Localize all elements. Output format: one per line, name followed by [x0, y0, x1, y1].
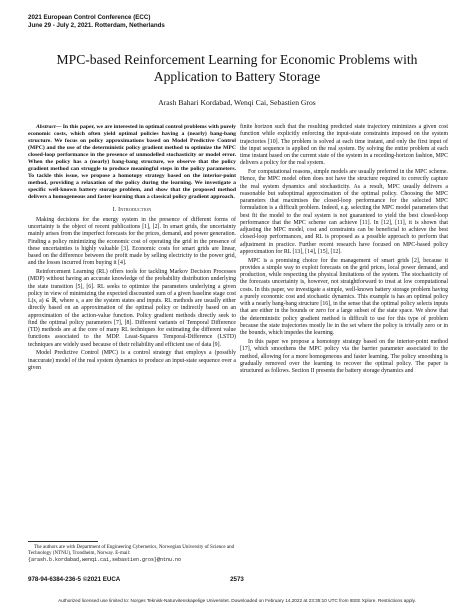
footnote-rule	[28, 541, 98, 542]
paper-title	[30, 52, 444, 85]
author-list: Arash Bahari Kordabad, Wenqi Cai, Sebastien Gros	[158, 98, 316, 107]
paragraph: MPC is a promising choice for the management of smart grids [2], because it provides a simple way to exploit forecasts on the grid prices, local power demand, and production, while respecting the physical limitations of the system. The stochasticity of the forecasts uncertainty is, however, not straightforward to treat at low computational costs. In this paper, we investigate a simple, well-known battery storage problem having a purely economic cost and stochastic dynamics. This example is has an optimal policy with a nearly bang-bang structure [16], in the sense that the optimal policy selects inputs that are either in the bounds or zero for a large subset of the state space. We show that the deterministic policy gradient method is difficult to use for this type of problem because the state trajectories mostly lie in the set where the policy is trivially zero or in the bounds, which impedes the learning.	[240, 257, 448, 337]
page-number: 2573	[230, 576, 244, 583]
paragraph: Reinforcement Learning (RL) offers tools for tackling Markov Decision Processes (MDP) without having an accurate knowledge of the probability distribution underlying the state transition [5], [6]. RL seeks to optimize the parameters underlying a given policy in view of minimizing the expected discounted sum of a given baseline stage cost L(s, a) ∈ ℝ, where s, a are the system states and inputs. RL methods are usually either directly based on an approximation of the optimal policy or indirectly based on an approximation of the action-value function. Policy gradient methods directly seek to find the optimal policy parameters [7], [8]. Different variants of Temporal Difference (TD) methods are at the core of many RL techniques for estimating the different value functions associated to the MDP. Least-Squares Temporal-Difference (LSTD) techniques are widely used because of their reliability and efficient use of data [9].	[28, 269, 236, 348]
paragraph: For computational reasons, simple models are usually preferred in the MPC scheme. Hence, the MPC model often does not have the structure required to correctly capture the real system dynamics and stochasticity. As a result, MPC usually delivers a reasonable but suboptimal approximation of the optimal policy. Choosing the MPC parameters that maximises the closed-loop performance for the selected MPC formulation is a difficult problem. Indeed, e.g. selecting the MPC model parameters that best fit the model to the real system is not guaranteed to yield the best closed-loop performance that the MPC scheme can achieve [11]. In [12], [11], it is shown that adjusting the MPC model, cost and constraints can be beneficial to achieve the best closed-loop performances, and RL is proposed as a possible approach to perform that adjustment in practice. Further recent research have focused on MPC-based policy approximation for RL [13], [14], [15], [12].	[240, 169, 448, 255]
footnote-emails: {arash.b.kordabad,wenqi.cai,sebastien.gros}@ntnu.no	[28, 557, 182, 564]
left-column	[28, 124, 236, 374]
conference-name: 2021 European Control Conference (ECC)	[28, 14, 151, 21]
license-notice: Authorized licensed use limited to: Norges Teknisk-Naturvitenskapelige Universitet. Downloaded on February 14,2022 at 23:35:10 UTC from IEEE Xplore. Restrictions apply.	[58, 598, 416, 603]
title-line-1: MPC-based Reinforcement Learning for Economic Problems with	[56, 52, 418, 67]
conference-dates: June 29 - July 2, 2021. Rotterdam, Netherlands	[28, 21, 165, 29]
title-line-2: Application to Battery Storage	[153, 68, 321, 84]
isbn-copyright: 978-94-6384-236-5 ©2021 EUCA	[28, 576, 121, 583]
paragraph: finite horizon such that the resulting predicted state trajectory minimizes a given cost function while explicitly enforcing the input-state constraints imposed on the system trajectories [10]. The problem is solved at each time instant, and only the first input of the input sequence is applied on the real system. By solving the entire problem at each time instant based on the current state of the system in a receding-horizon fashion, MPC delivers a policy for the real system.	[240, 124, 448, 167]
paragraph: Making decisions for the energy system in the presence of different forms of uncertainty is the object of recent publications [1], [2]. In smart grids, the uncertainty mainly arises from the imperfect forecasts for the prices, demand, and power generation. Finding a policy minimizing the economic cost of operating the grid in the presence of these uncertainties is highly valuable [3]. Economic costs for smart grids are linear, based on the difference between the profit made by selling electricity to the power grid, and the losses incurred from buying it [4].	[28, 216, 236, 267]
abstract-body: — In this paper, we are interested in optimal control problems with purely economic costs, which often yield optimal policies having a (nearly) bang-bang structure. We focus on policy approximations based on Model Predictive Control (MPC) and the use of the deterministic policy gradient method to optimize the MPC closed-loop performance in the presence of unmodelled stochasticity or model error. When the policy has a (nearly) bang-bang structure, we observe that the policy gradient method can struggle to produce meaningful steps in the policy parameters. To tackle this issue, we propose a homotopy strategy based on the interior-point method, providing a relaxation of the policy during the learning. We investigate a specific well-known battery storage problem, and show that the proposed method delivers a homogeneous and faster learning than a classical policy gradient approach.	[28, 124, 236, 201]
right-column	[240, 124, 448, 377]
section-heading-introduction: I. Introduction	[112, 206, 152, 213]
footnote-affiliation: The authors are with Department of Engineering Cybernetics, Norwegian University of Science and Technology (NTNU), Trondheim, Norway. E-mail:	[28, 545, 235, 557]
paragraph: In this paper we propose a homotopy strategy based on the interior-point method [17], which smoothens the MPC policy via the barrier parameter associated to the method, allowing for a more homogeneous and faster learning. The policy smoothing is gradually removed over the learning to recover the optimal policy. The paper is structured as follows. Section II presents the battery storage dynamics and	[240, 339, 448, 375]
paragraph: Model Predictive Control (MPC) is a control strategy that employs a (possibly inaccurate) model of the real system dynamics to produce an input-state sequence over a given	[28, 350, 236, 371]
abstract-lead: Abstract	[36, 124, 56, 130]
author-footnote	[28, 541, 236, 565]
abstract	[28, 124, 236, 202]
conference-header	[28, 14, 448, 29]
